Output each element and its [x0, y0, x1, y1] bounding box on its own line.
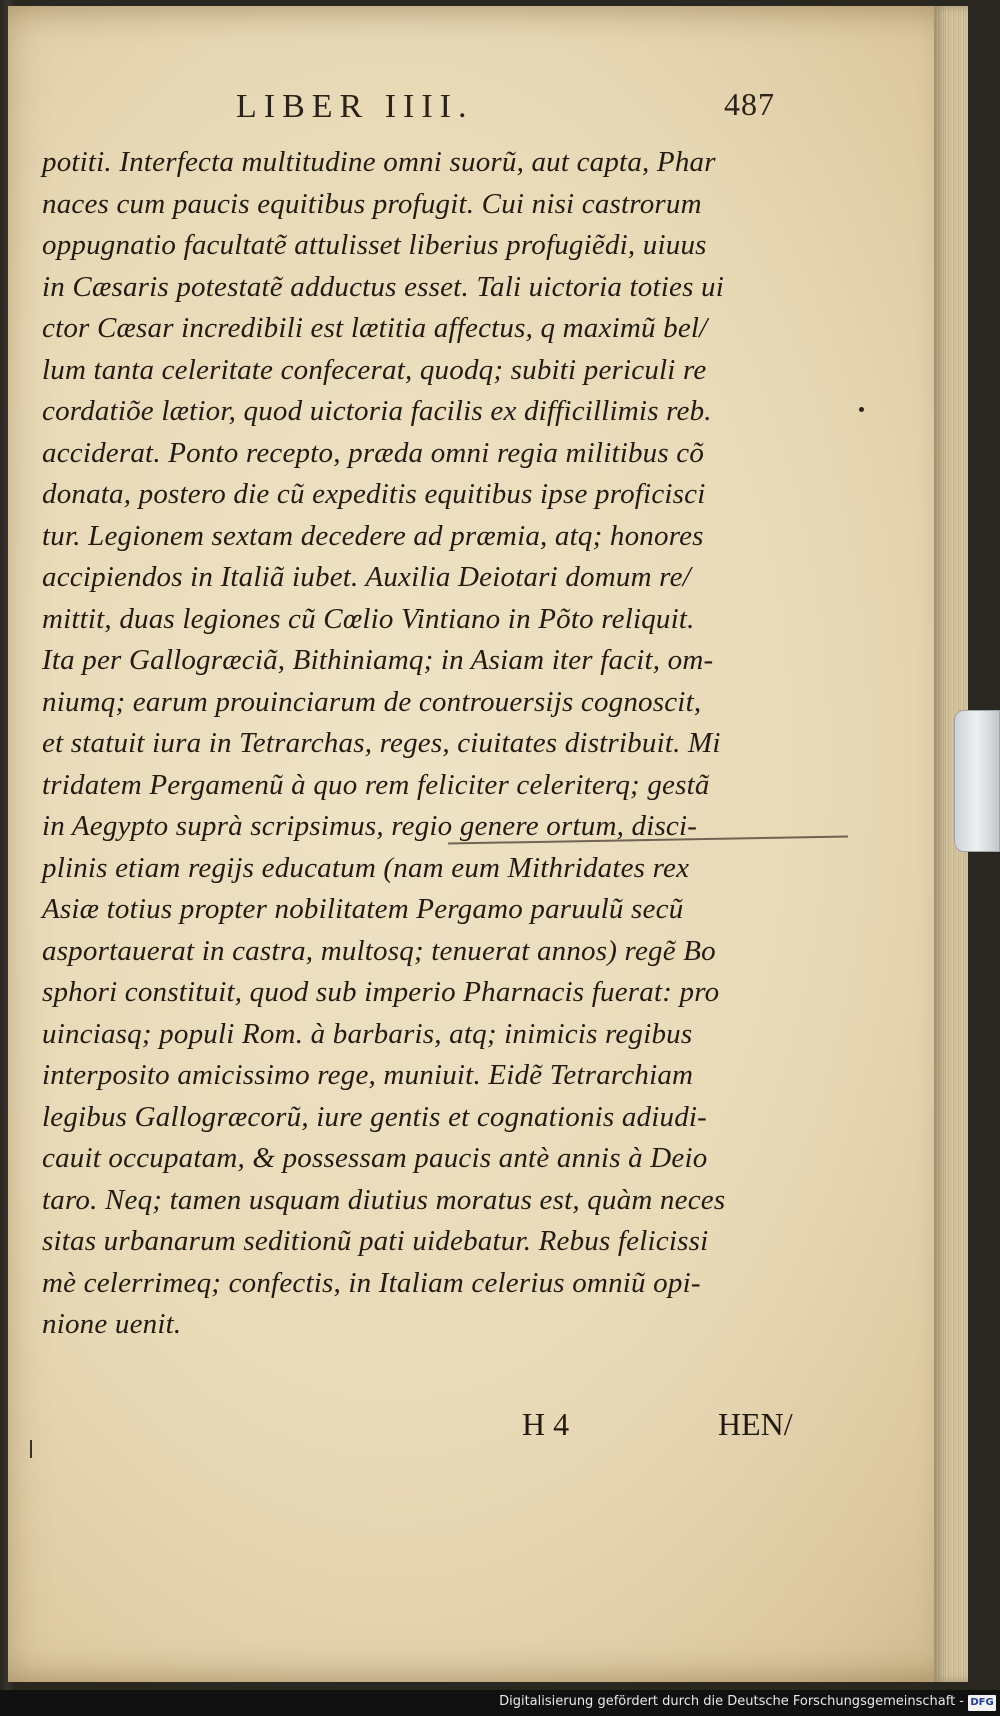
text-line: interposito amicissimo rege, muniuit. Eidẽ Tetrarchiam [42, 1059, 694, 1091]
text-line: tridatem Pergamenũ à quo rem feliciter celeriterq; gestã [42, 768, 710, 801]
page-clip-tab [954, 710, 1000, 852]
credit-text: Digitalisierung gefördert durch die Deutsche Forschungsgemeinschaft - [499, 1694, 964, 1709]
text-line: Asiæ totius propter nobilitatem Pergamo paruulũ secũ [42, 893, 684, 925]
text-line: nione uenit. [42, 1308, 182, 1340]
body-text [42, 142, 842, 1346]
text-line: cauit occupatam, & possessam paucis antè annis à Deio [42, 1142, 708, 1174]
text-line: accipiendos in Italiã iubet. Auxilia Deiotari domum re/ [42, 561, 691, 593]
text-line: Ita per Gallogræciã, Bithiniamq; in Asiam iter facit, om- [42, 644, 714, 676]
catchword: HEN/ [718, 1406, 793, 1442]
signature-mark: H 4 [522, 1406, 570, 1442]
text-line: taro. Neq; tamen usquam diutius moratus est, quàm neces [42, 1183, 726, 1216]
text-line: naces cum paucis equitibus profugit. Cui nisi castrorum [42, 187, 702, 220]
text-line: lum tanta celeritate confecerat, quodq; subiti periculi re [42, 353, 707, 386]
text-line: oppugnatio facultatẽ attulisset liberius profugiẽdi, uiuus [42, 229, 707, 261]
credit-bar [0, 1690, 1000, 1716]
text-line: tur. Legionem sextam decedere ad præmia, atq; honores [42, 519, 704, 552]
running-head: LIBER IIII. [236, 88, 474, 125]
text-line: in Cæsaris potestatẽ adductus esset. Tali uictoria toties ui [42, 270, 724, 303]
dfg-logo: DFG [968, 1695, 996, 1711]
ink-dot [859, 407, 864, 412]
text-line: cordatiõe lætior, quod uictoria facilis ex difficillimis reb. [42, 395, 712, 427]
text-line: ctor Cæsar incredibili est lætitia affectus, q maximũ bel/ [42, 312, 708, 344]
text-line: legibus Gallogræcorũ, iure gentis et cognationis adiudi- [42, 1100, 708, 1133]
text-line: sitas urbanarum seditionũ pati uidebatur. Rebus felicissi [42, 1225, 709, 1257]
text-line: niumq; earum prouinciarum de controuersijs cognoscit, [42, 685, 702, 718]
page-number: 487 [724, 86, 775, 122]
text-line: donata, postero die cũ expeditis equitibus ipse proficisci [42, 478, 706, 510]
book-page [8, 6, 968, 1682]
text-line: uinciasq; populi Rom. à barbaris, atq; inimicis regibus [42, 1017, 693, 1050]
page-footer [8, 1406, 968, 1456]
text-line: acciderat. Ponto recepto, præda omni regia militibus cõ [42, 436, 705, 469]
text-line: mè celerrimeq; confectis, in Italiam celerius omniũ opi- [42, 1266, 701, 1299]
text-line: sphori constituit, quod sub imperio Pharnacis fuerat: pro [42, 976, 720, 1008]
page-header [8, 88, 968, 138]
text-line: plinis etiam regijs educatum (nam eum Mithridates rex [42, 851, 690, 884]
text-line: et statuit iura in Tetrarchas, reges, ciuitates distribuit. Mi [42, 727, 721, 759]
text-line: asportauerat in castra, multosq; tenuerat annos) regẽ Bo [42, 934, 716, 967]
text-line: potiti. Interfecta multitudine omni suorũ, aut capta, Phar [42, 146, 716, 178]
text-line: mittit, duas legiones cũ Cœlio Vintiano in Põto reliquit. [42, 602, 695, 635]
text-line: in Aegypto suprà scripsimus, regio genere ortum, disci- [42, 810, 698, 842]
